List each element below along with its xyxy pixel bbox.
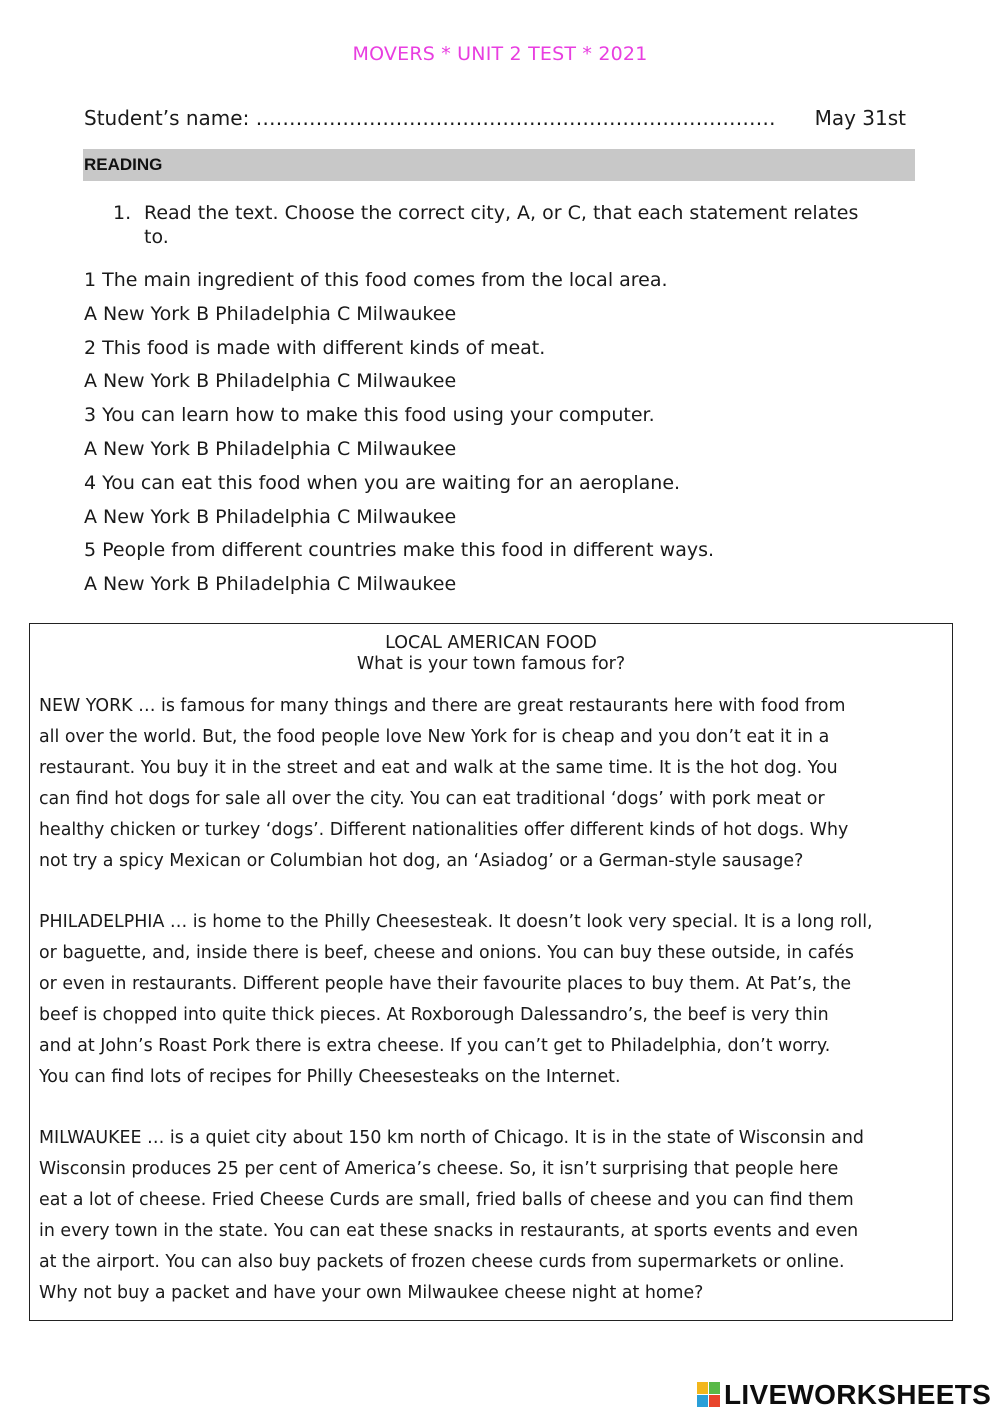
paragraph-line: Wisconsin produces 25 per cent of America’s cheese. So, it isn’t surprising that people here bbox=[39, 1159, 839, 1179]
section-header-bar bbox=[83, 149, 915, 181]
passage-title: LOCAL AMERICAN FOOD bbox=[385, 633, 597, 653]
logo-blocks-icon bbox=[697, 1382, 721, 1408]
instruction-number: 1. bbox=[113, 202, 132, 224]
paragraph-line: NEW YORK … is famous for many things and there are great restaurants here with food from bbox=[39, 696, 846, 716]
paragraph-line: restaurant. You buy it in the street and eat and walk at the same time. It is the hot dog. You bbox=[39, 758, 838, 778]
worksheet-title: MOVERS * UNIT 2 TEST * 2021 bbox=[352, 43, 648, 65]
question-statement: 1 The main ingredient of this food comes from the local area. bbox=[84, 269, 668, 291]
paragraph-line: and at John’s Roast Pork there is extra cheese. If you can’t get to Philadelphia, don’t worry. bbox=[39, 1036, 831, 1056]
student-name-line: Student’s name: …………………………………………………………………… bbox=[84, 106, 776, 130]
paragraph-line: eat a lot of cheese. Fried Cheese Curds are small, fried balls of cheese and you can find them bbox=[39, 1190, 854, 1210]
question-options[interactable]: A New York B Philadelphia C Milwaukee bbox=[84, 302, 457, 325]
question-statement: 3 You can learn how to make this food using your computer. bbox=[84, 404, 655, 427]
passage-subtitle: What is your town famous for? bbox=[356, 654, 626, 674]
paragraph-line: can find hot dogs for sale all over the city. You can eat traditional ‘dogs’ with pork meat or bbox=[39, 789, 825, 809]
instruction-text: Read the text. Choose the correct city, A, or C, that each statement relates to. bbox=[144, 202, 859, 248]
question-options[interactable]: A New York B Philadelphia C Milwaukee bbox=[84, 573, 457, 596]
paragraph-line: Why not buy a packet and have your own Milwaukee cheese night at home? bbox=[39, 1283, 704, 1303]
instruction bbox=[113, 201, 873, 249]
paragraph-line: beef is chopped into quite thick pieces. At Roxborough Dalessandro’s, the beef is very thin bbox=[39, 1005, 829, 1025]
paragraph-line: healthy chicken or turkey ‘dogs’. Different nationalities offer different kinds of hot dogs. Why bbox=[39, 820, 849, 840]
paragraph-line: all over the world. But, the food people love New York for is cheap and you don’t eat it in a bbox=[39, 727, 830, 747]
paragraph-milwaukee bbox=[39, 1123, 949, 1309]
question-statement: 4 You can eat this food when you are waiting for an aeroplane. bbox=[84, 471, 681, 494]
paragraph-line: You can find lots of recipes for Philly Cheesesteaks on the Internet. bbox=[39, 1067, 621, 1087]
section-label: READING bbox=[84, 155, 163, 174]
liveworksheets-logo bbox=[697, 1379, 991, 1411]
paragraph-line: MILWAUKEE … is a quiet city about 150 km north of Chicago. It is in the state of Wisconsin and bbox=[39, 1128, 864, 1148]
paragraph-line: or baguette, and, inside there is beef, cheese and onions. You can buy these outside, in cafés bbox=[39, 943, 854, 963]
question-statement: 2 This food is made with different kinds of meat. bbox=[84, 336, 546, 359]
paragraph-line: or even in restaurants. Different people have their favourite places to buy them. At Pat’s, the bbox=[39, 974, 852, 994]
paragraph-new-york bbox=[39, 691, 949, 877]
paragraph-line: in every town in the state. You can eat these snacks in restaurants, at sports events and even bbox=[39, 1221, 859, 1241]
question-options[interactable]: A New York B Philadelphia C Milwaukee bbox=[84, 505, 457, 528]
paragraph-line: at the airport. You can also buy packets of frozen cheese curds from supermarkets or online. bbox=[39, 1252, 845, 1272]
logo-text: LIVEWORKSHEETS bbox=[724, 1379, 992, 1410]
paragraph-philadelphia bbox=[39, 907, 949, 1093]
test-date: May 31st bbox=[814, 106, 906, 130]
question-options[interactable]: A New York B Philadelphia C Milwaukee bbox=[84, 437, 457, 460]
question-statement: 5 People from different countries make this food in different ways. bbox=[84, 539, 715, 562]
paragraph-line: not try a spicy Mexican or Columbian hot dog, an ‘Asiadog’ or a German-style sausage? bbox=[39, 851, 804, 871]
paragraph-line: PHILADELPHIA … is home to the Philly Cheesesteak. It doesn’t look very special. It is a long roll, bbox=[39, 912, 873, 932]
question-list bbox=[84, 265, 964, 603]
reading-passage-box bbox=[29, 623, 953, 1321]
question-options[interactable]: A New York B Philadelphia C Milwaukee bbox=[84, 370, 457, 393]
